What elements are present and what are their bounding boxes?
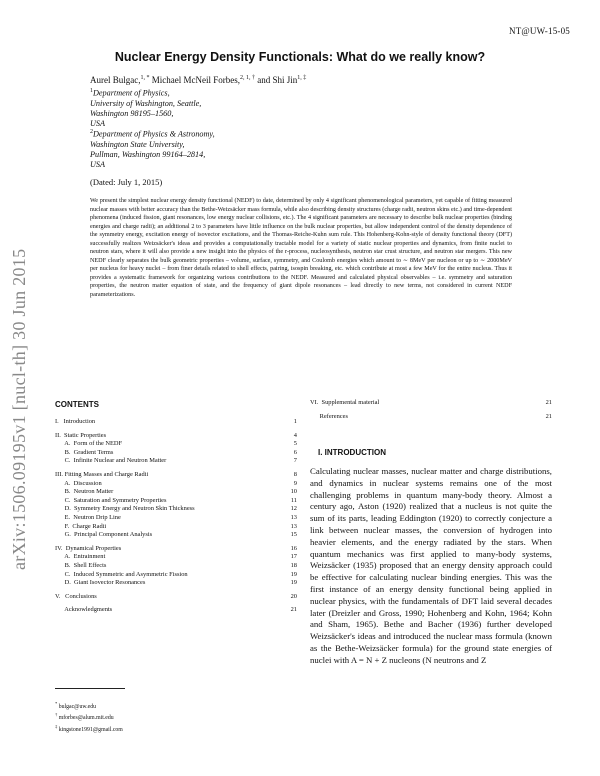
paper-title: Nuclear Energy Density Functionals: What do we really know? — [114, 50, 486, 64]
contents-entry-label: A. Entrainment — [55, 553, 106, 561]
footnote-email[interactable]: kingstone1991@gmail.com — [58, 726, 123, 733]
contents-entry-label: C. Infinite Nuclear and Neutron Matter — [55, 457, 167, 465]
author-name: Aurel Bulgac, — [90, 75, 141, 85]
arxiv-stamp[interactable]: arXiv:1506.09195v1 [nucl-th] 30 Jun 2015 — [9, 248, 29, 570]
contents-entry-page: 10 — [290, 488, 297, 496]
contents-entry[interactable] — [310, 399, 552, 408]
contents-entry-page: 19 — [290, 570, 297, 578]
section-heading: I. INTRODUCTION — [318, 448, 386, 457]
contents-entry[interactable] — [55, 562, 297, 571]
contents-entry-label: F. Charge Radii — [55, 522, 107, 530]
contents-entry[interactable] — [55, 449, 297, 458]
contents-entry[interactable] — [55, 440, 297, 449]
dated-line: (Dated: July 1, 2015) — [90, 177, 163, 187]
affiliation-line: Department of Physics & Astronomy, — [93, 129, 215, 139]
affiliation-line: USA — [90, 118, 106, 128]
contents-entry[interactable] — [55, 432, 297, 441]
contents-entry-page: 21 — [545, 399, 552, 406]
affiliation-line: Washington State University, — [90, 139, 185, 149]
contents-entry-label: C. Saturation and Symmetry Properties — [55, 496, 167, 504]
contents-entry-page: 17 — [290, 553, 297, 561]
author-list — [90, 75, 306, 85]
footnote-divider — [55, 688, 125, 689]
contents-entry-label: G. Principal Component Analysis — [55, 531, 153, 539]
contents-entry-label: Acknowledgments — [55, 606, 113, 614]
contents-entry-page: 9 — [293, 479, 297, 487]
contents-entry[interactable] — [55, 418, 297, 427]
contents-entry-label: B. Shell Effects — [55, 561, 107, 569]
contents-entry-page: 21 — [545, 412, 552, 420]
contents-entry[interactable] — [55, 593, 297, 602]
author-name: Michael McNeil Forbes, — [151, 75, 240, 85]
contents-entry-page: 20 — [290, 592, 297, 600]
contents-entry-label: D. Giant Isovector Resonances — [55, 579, 146, 587]
contents-entry-page: 18 — [290, 561, 297, 569]
contents-entry-label: B. Gradient Terms — [55, 448, 114, 456]
contents-entry[interactable] — [55, 553, 297, 562]
footnotes — [55, 700, 123, 734]
contents-entry-page: 8 — [293, 470, 297, 478]
footnote-marker: * — [55, 701, 58, 706]
footnote-marker: † — [55, 712, 58, 718]
affiliation-line: Washington 98195–1560, — [90, 108, 174, 118]
footnote-email[interactable]: bulgac@uw.edu — [58, 703, 97, 710]
contents-entry[interactable] — [55, 523, 297, 532]
contents-entry-page: 7 — [293, 457, 297, 465]
affiliation-line: USA — [90, 159, 106, 169]
footnote — [55, 700, 123, 711]
contents-entry-page: 16 — [290, 544, 297, 552]
contents-entry[interactable] — [55, 497, 297, 506]
affiliation-marker: 1 — [90, 88, 93, 94]
contents-entry[interactable] — [55, 471, 297, 480]
contents-entry-label: D. Symmetry Energy and Neutron Skin Thickness — [55, 505, 195, 513]
contents-entry-label: E. Neutron Drip Line — [55, 513, 121, 521]
contents-entry[interactable] — [55, 480, 297, 489]
contents-entry[interactable] — [310, 413, 552, 422]
contents-entry-page: 4 — [293, 431, 297, 439]
footnote — [55, 711, 123, 722]
contents-entry-page: 11 — [290, 496, 297, 504]
footnote — [55, 723, 123, 734]
abstract: We present the simplest nuclear energy density functional (NEDF) to date, determined by only 4 significant phenomenological parameters, yet capable of fitting measured nuclear masses with better accuracy than the Bethe-Weizsäcker mass formula, while also describing density structures (charge radii, neutron skins etc.) and time-dependent phenomena (induced fission, giant resonances, low energy nuclear collisions, etc.). The 4 significant parameters are necessary to describe bulk nuclear properties (binding energies and charge radii); an additional 2 to 3 parameters have little influence on the bulk nuclear properties, but allow independent control of the density dependence of the symmetry energy, excitation energy of isovector excitations, and the Thomas-Reiche-Kuhn sum rule. This Hohenberg-Kohn-style of density functional theory (DFT) successfully realizes Weizsäcker's ideas and provides a computationally tractable model for a variety of static nuclear properties and dynamics, from finite nuclei to neutron stars, where it will also provide a new insight into the physics of the r-process, nucleosynthesis, neutron star crust structure, and neutron star mergers. This new NEDF clearly separates the bulk geometric properties – volume, surface, symmetry, and Coulomb energies which amount to ∼ 8MeV per nucleon or up to ∼ 2000MeV per nucleus for heavy nuclei – from finer details related to shell effects, pairing, isospin breaking, etc. which contribute at most a few MeV for the entire nucleus. Thus it provides a systematic framework for organizing various contributions to the NEDF. Measured and calculated physical observables – i.e. symmetry and saturation properties, the neutron matter equation of state, and the frequency of giant dipole resonances – lead directly to new terms, not considered in current NEDF parameterizations. — [90, 198, 512, 299]
contents-entry-page: 13 — [290, 513, 297, 521]
contents-entry-label: VI. Supplemental material — [310, 399, 380, 406]
contents-entry[interactable] — [55, 579, 297, 588]
contents-entry[interactable] — [55, 545, 297, 554]
contents-entry[interactable] — [55, 571, 297, 580]
contents-entry[interactable] — [55, 457, 297, 466]
contents-entry[interactable] — [55, 514, 297, 523]
contents-entry-page: 12 — [290, 505, 297, 513]
author-name: and Shi Jin — [257, 75, 298, 85]
author-marker: 1, ‡ — [297, 75, 307, 81]
footnote-email[interactable]: mforbes@alum.mit.edu — [58, 715, 114, 722]
contents-entry-label: V. Conclusions — [55, 592, 97, 600]
footnote-marker: ‡ — [55, 723, 58, 729]
contents-entry-label: A. Form of the NEDF — [55, 440, 123, 448]
contents-entry-label: IV. Dynamical Properties — [55, 544, 122, 552]
contents-list-continued — [310, 399, 552, 421]
contents-entry-page: 6 — [293, 448, 297, 456]
contents-heading: CONTENTS — [55, 400, 99, 409]
author-marker: 2, 1, † — [239, 75, 255, 81]
affiliation-line: Pullman, Washington 99164–2814, — [90, 149, 206, 159]
affiliation-line: Department of Physics, — [93, 88, 170, 98]
affiliation-1 — [90, 86, 201, 129]
contents-entry[interactable] — [55, 606, 297, 615]
affiliation-2 — [90, 127, 215, 170]
contents-entry-label: A. Discussion — [55, 479, 102, 487]
author-marker: 1, * — [140, 75, 150, 81]
contents-entry[interactable] — [55, 505, 297, 514]
contents-entry-label: I. Introduction — [55, 418, 96, 425]
contents-entry-page: 19 — [290, 579, 297, 587]
contents-entry-label: II. Static Properties — [55, 431, 107, 439]
contents-list — [55, 418, 297, 615]
contents-entry[interactable] — [55, 488, 297, 497]
affiliation-marker: 2 — [90, 129, 93, 135]
preprint-number: NT@UW-15-05 — [509, 26, 570, 36]
contents-entry-label: III. Fitting Masses and Charge Radii — [55, 470, 149, 478]
affiliation-line: University of Washington, Seattle, — [90, 98, 202, 108]
contents-entry-page: 15 — [290, 531, 297, 539]
contents-entry-label: B. Neutron Matter — [55, 488, 114, 496]
contents-entry-page: 5 — [293, 440, 297, 448]
introduction-text: Calculating nuclear masses, nuclear matter and charge distributions, and dynamics in nuclear systems remains one of the most challenging problems in quantum many-body theory. Almost a century ago, Aston (1920) realized that a nucleus is not quite the sum of its parts, leading Eddington (1920) to correctly conjecture a link between nuclear masses, the conversion of hydrogen into heavier elements, and the energy radiated by the stars. When quantum mechanics was first applied to many-body systems, Weizsäcker (1935) proposed that an energy density approach could be effective for calculating nuclear binding energies. This was the first instance of an energy density functional being applied in nuclear physics, with the fundamentals of DFT laid several decades later (Dreizler and Gross, 1990; Hohenberg and Kohn, 1964; Kohn and Sham, 1965). Bethe and Bacher (1936) further developed Weizsäcker's ideas and introduced the nuclear mass formula (known as the Bethe-Weizsäcker formula) for the ground state energies of nuclei with A = N + Z nucleons (N neutrons and Z — [310, 466, 552, 665]
contents-entry-label: C. Induced Symmetric and Asymmetric Fission — [55, 570, 188, 578]
contents-entry[interactable] — [55, 531, 297, 540]
contents-entry-page: 13 — [290, 522, 297, 530]
contents-entry-page: 1 — [293, 418, 297, 425]
contents-entry-page: 21 — [290, 606, 297, 614]
contents-entry-label: References — [310, 412, 348, 420]
